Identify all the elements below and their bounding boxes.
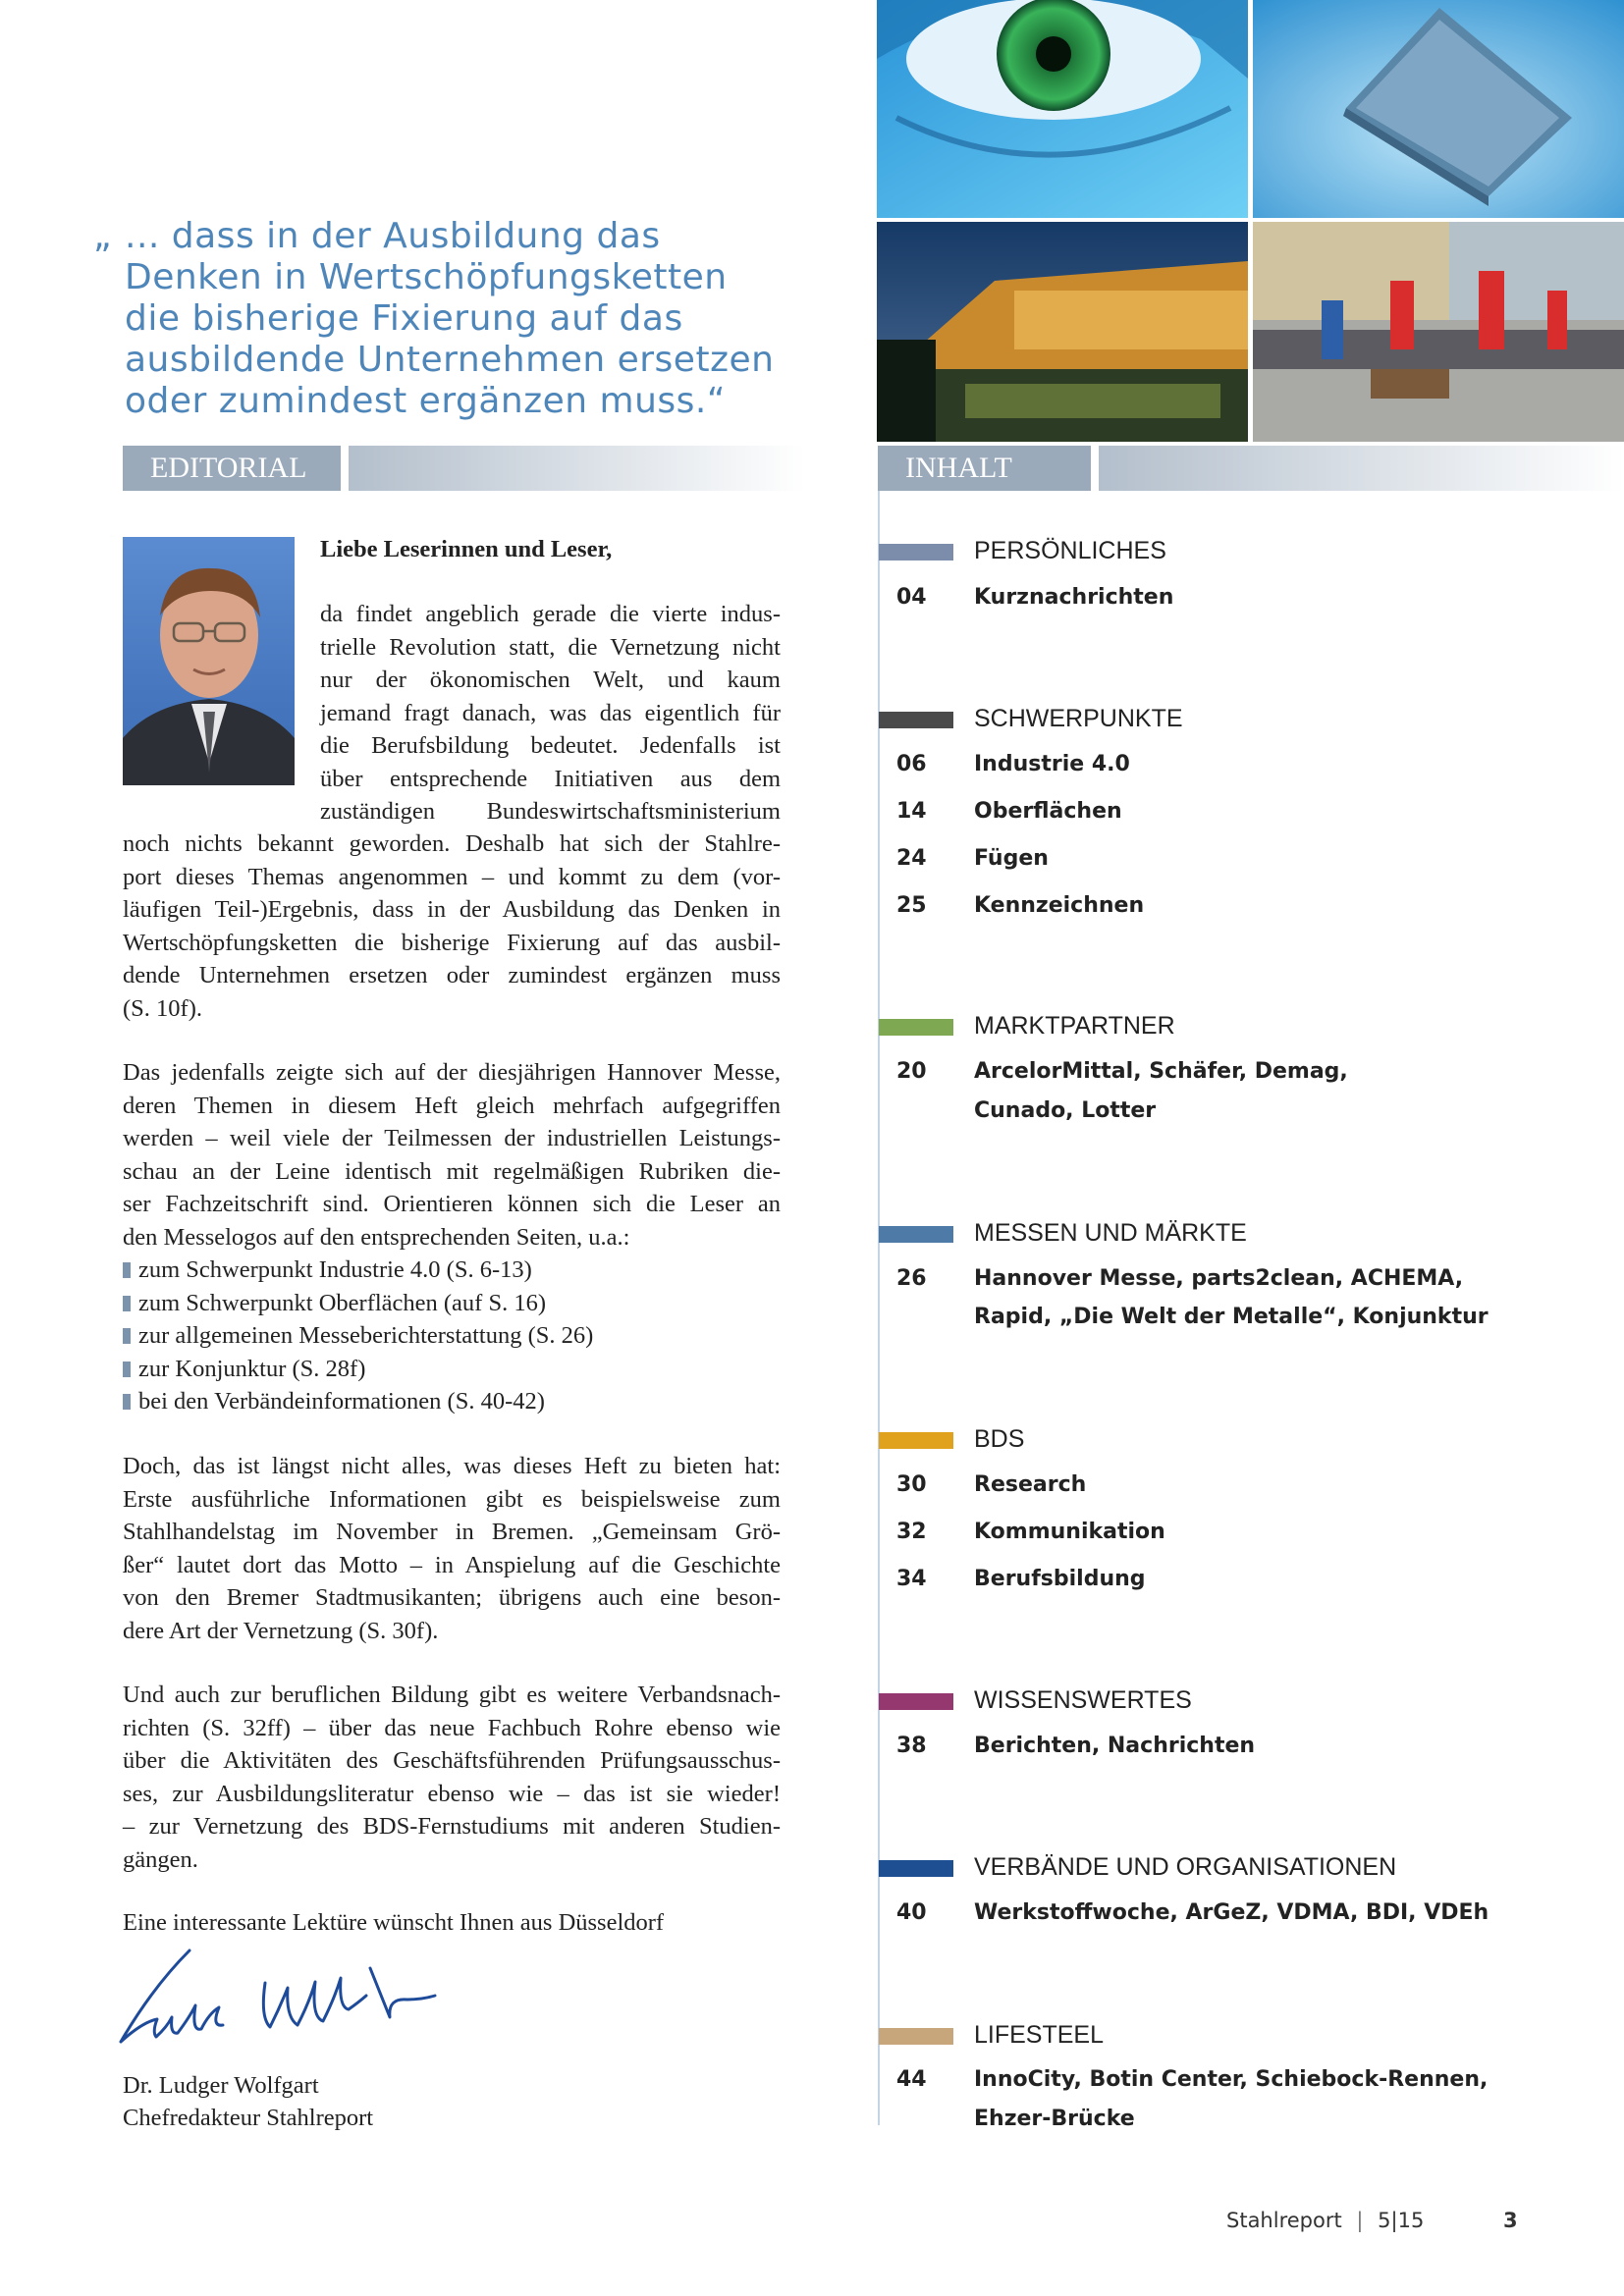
- quote-line: ... dass in der Ausbildung das: [125, 216, 661, 256]
- toc-color-bar: [879, 712, 953, 728]
- text-line: Wertschöpfungsketten die bisherige Fixierung auf das ausbil-: [123, 929, 781, 956]
- text-line: dere Art der Vernetzung (S. 30f).: [123, 1617, 439, 1644]
- toc-entry-title[interactable]: Berichten, Nachrichten: [974, 1734, 1256, 1758]
- text-line: den Messelogos auf den entsprechenden Seiten, u.a.:: [123, 1223, 630, 1251]
- toc-entry-title-continued[interactable]: Rapid, „Die Welt der Metalle“, Konjunktur: [974, 1305, 1489, 1329]
- text-line: noch nichts bekannt geworden. Deshalb hat sich der Stahlre-: [123, 830, 781, 857]
- bullet-square-icon: [123, 1328, 131, 1344]
- toc-entry-title[interactable]: InnoCity, Botin Center, Schiebock-Rennen,: [974, 2067, 1489, 2092]
- toc-entry-title[interactable]: ArcelorMittal, Schäfer, Demag,: [974, 1059, 1348, 1084]
- photo-street-race: [1253, 222, 1624, 442]
- toc-section-heading: SCHWERPUNKTE: [974, 705, 1183, 732]
- text-line: Und auch zur beruflichen Bildung gibt es weitere Verbandsnach-: [123, 1682, 781, 1708]
- bullet-item: [123, 1353, 781, 1386]
- toc-section-heading: MARKTPARTNER: [974, 1012, 1175, 1040]
- text-line: deren Themen in diesem Heft gleich mehrfach aufgegriffen: [123, 1092, 781, 1119]
- page-footer: [1226, 2209, 1424, 2232]
- text-line: dende Unternehmen ersetzen oder zumindest ergänzen muss: [123, 962, 781, 988]
- text-line: werden – weil viele der Teilmessen der industriellen Leistungs-: [123, 1125, 781, 1151]
- text-line: ses, zur Ausbildungsliteratur ebenso wie – das ist sie wieder!: [123, 1780, 781, 1807]
- bullet-text: zum Schwerpunkt Industrie 4.0 (S. 6-13): [138, 1256, 532, 1283]
- photo-tablet: [1253, 0, 1624, 218]
- inhalt-section-bar: [878, 446, 1624, 491]
- text-line: Erste ausführliche Informationen gibt es beispielsweise zum: [123, 1485, 781, 1513]
- closing-line: Eine interessante Lektüre wünscht Ihnen aus Düsseldorf: [123, 1909, 665, 1936]
- toc-entry-title[interactable]: Kurznachrichten: [974, 585, 1174, 610]
- bullet-item: [123, 1287, 781, 1320]
- text-line: gängen.: [123, 1845, 198, 1873]
- toc-section-heading: VERBÄNDE UND ORGANISATIONEN: [974, 1853, 1397, 1881]
- text-line: Doch, das ist längst nicht alles, was dieses Heft zu bieten hat:: [123, 1453, 781, 1479]
- toc-color-bar: [879, 544, 953, 561]
- issue-number: 5|15: [1378, 2209, 1425, 2232]
- bullet-text: bei den Verbändeinformationen (S. 40-42): [138, 1388, 545, 1415]
- bullet-square-icon: [123, 1296, 131, 1311]
- toc-entry-title[interactable]: Werkstoffwoche, ArGeZ, VDMA, BDI, VDEh: [974, 1900, 1489, 1925]
- toc-divider-line: [878, 491, 880, 2125]
- bullet-item: [123, 1319, 781, 1353]
- text-line: über die Aktivitäten des Geschäftsführenden Prüfungsausschus-: [123, 1747, 781, 1774]
- toc-entry-title[interactable]: Berufsbildung: [974, 1567, 1146, 1591]
- bullet-square-icon: [123, 1394, 131, 1410]
- editorial-section-bar: [123, 446, 805, 491]
- toc-entry-title[interactable]: Kommunikation: [974, 1520, 1165, 1544]
- toc-color-bar: [879, 1432, 953, 1449]
- text-line: ßer“ lautet dort das Motto – in Anspielung auf die Geschichte: [123, 1551, 781, 1578]
- toc-section-heading: BDS: [974, 1425, 1025, 1453]
- toc-entry-title-continued[interactable]: Cunado, Lotter: [974, 1098, 1157, 1123]
- pull-quote: [93, 216, 781, 422]
- photo-eye: [877, 0, 1248, 218]
- bullet-text: zur Konjunktur (S. 28f): [138, 1355, 366, 1382]
- toc-section-heading: WISSENSWERTES: [974, 1686, 1192, 1714]
- text-line: jemand fragt danach, was das eigentlich für: [320, 699, 781, 726]
- author-signature: [113, 1949, 437, 2056]
- toc-page-number[interactable]: 24: [896, 846, 927, 871]
- text-line: läufigen Teil-)Ergebnis, dass in der Ausbildung das Denken in: [123, 896, 781, 923]
- quote-line: oder zumindest ergänzen muss.“: [125, 381, 727, 421]
- inhalt-section-label: INHALT: [878, 446, 1091, 491]
- salutation: Liebe Leserinnen und Leser,: [320, 536, 613, 562]
- toc-color-bar: [879, 1019, 953, 1036]
- section-bar-gradient: [349, 446, 805, 491]
- text-line: (S. 10f).: [123, 994, 202, 1022]
- text-line: nur der ökonomischen Welt, und kaum: [320, 667, 781, 693]
- bullet-text: zum Schwerpunkt Oberflächen (auf S. 16): [138, 1289, 547, 1316]
- toc-color-bar: [879, 1693, 953, 1710]
- author-name: Dr. Ludger Wolfgart: [123, 2072, 319, 2099]
- toc-entry-title[interactable]: Industrie 4.0: [974, 752, 1130, 776]
- author-portrait: [123, 537, 295, 785]
- toc-page-number[interactable]: 34: [896, 1567, 927, 1591]
- quote-open-mark: „: [93, 216, 113, 256]
- toc-page-number[interactable]: 26: [896, 1266, 927, 1291]
- toc-page-number[interactable]: 40: [896, 1900, 927, 1925]
- toc-color-bar: [879, 1860, 953, 1877]
- toc-page-number[interactable]: 25: [896, 893, 927, 918]
- editorial-paragraph-4: [123, 1679, 781, 1876]
- text-line: zuständigen Bundeswirtschaftsministerium: [320, 798, 781, 825]
- toc-entry-title[interactable]: Research: [974, 1472, 1087, 1497]
- text-line: Stahlhandelstag im November in Bremen. „Gemeinsam Grö-: [123, 1519, 781, 1545]
- quote-line: die bisherige Fixierung auf das: [125, 298, 683, 339]
- bullet-text: zur allgemeinen Messeberichterstattung (S. 26): [138, 1322, 594, 1349]
- toc-page-number[interactable]: 30: [896, 1472, 927, 1497]
- text-line: die Berufsbildung bedeutet. Jedenfalls ist: [320, 732, 781, 759]
- text-line: port dieses Themas angenommen – und kommt zu dem (vor-: [123, 863, 781, 890]
- toc-page-number[interactable]: 20: [896, 1059, 927, 1084]
- editorial-paragraph-2: [123, 1056, 781, 1418]
- text-line: da findet angeblich gerade die vierte indus-: [320, 601, 781, 627]
- author-role: Chefredakteur Stahlreport: [123, 2105, 374, 2131]
- toc-section-heading: PERSÖNLICHES: [974, 537, 1166, 564]
- text-line: ser Fachzeitschrift sind. Orientieren können sich die Leser an: [123, 1191, 781, 1217]
- toc-section-heading: LIFESTEEL: [974, 2021, 1104, 2049]
- toc-page-number[interactable]: 04: [896, 585, 927, 610]
- text-line: Das jedenfalls zeigte sich auf der diesjährigen Hannover Messe,: [123, 1059, 781, 1086]
- toc-page-number[interactable]: 06: [896, 752, 927, 776]
- editorial-paragraph-3: [123, 1450, 781, 1647]
- publication-name: Stahlreport: [1226, 2209, 1342, 2232]
- bullet-item: [123, 1385, 781, 1418]
- toc-color-bar: [879, 1226, 953, 1243]
- text-line: – zur Vernetzung des BDS-Fernstudiums mit anderen Studien-: [123, 1813, 781, 1840]
- footer-separator: |: [1356, 2209, 1364, 2232]
- toc-section-heading: MESSEN UND MÄRKTE: [974, 1219, 1247, 1247]
- quote-line: ausbildende Unternehmen ersetzen: [125, 340, 775, 380]
- toc-entry-title[interactable]: Fügen: [974, 846, 1049, 871]
- toc-page-number[interactable]: 32: [896, 1520, 927, 1544]
- text-line: trielle Revolution statt, die Vernetzung nicht: [320, 633, 781, 661]
- toc-page-number[interactable]: 44: [896, 2067, 927, 2092]
- toc-entry-title-continued[interactable]: Ehzer-Brücke: [974, 2107, 1135, 2131]
- toc-entry-title[interactable]: Kennzeichnen: [974, 893, 1145, 918]
- bullet-square-icon: [123, 1362, 131, 1377]
- editorial-paragraph-1: [123, 828, 781, 1025]
- toc-entry-title[interactable]: Hannover Messe, parts2clean, ACHEMA,: [974, 1266, 1464, 1291]
- page-number: 3: [1503, 2209, 1518, 2232]
- bullet-item: [123, 1254, 781, 1287]
- photo-palace-night: [877, 222, 1248, 442]
- text-line: über entsprechende Initiativen aus dem: [320, 765, 781, 792]
- toc-page-number[interactable]: 38: [896, 1734, 927, 1758]
- editorial-intro: [320, 598, 781, 828]
- text-line: schau an der Leine identisch mit regelmäßigen Rubriken die-: [123, 1157, 781, 1185]
- toc-entry-title[interactable]: Oberflächen: [974, 799, 1122, 824]
- bullet-square-icon: [123, 1262, 131, 1278]
- text-line: richten (S. 32ff) – über das neue Fachbuch Rohre ebenso wie: [123, 1714, 781, 1741]
- editorial-section-label: EDITORIAL: [123, 446, 341, 491]
- toc-page-number[interactable]: 14: [896, 799, 927, 824]
- toc-color-bar: [879, 2028, 953, 2045]
- text-line: von den Bremer Stadtmusikanten; übrigens auch eine beson-: [123, 1584, 781, 1611]
- section-bar-gradient: [1099, 446, 1624, 491]
- quote-line: Denken in Wertschöpfungsketten: [125, 257, 728, 297]
